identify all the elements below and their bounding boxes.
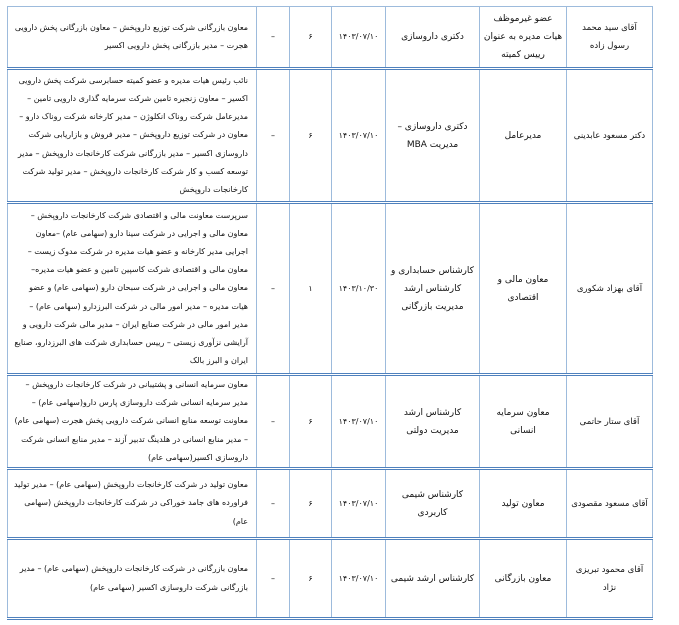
member-position: معاون مالی و اقتصادی bbox=[480, 203, 567, 375]
appointment-date: ۱۴۰۳/۰۷/۱۰ bbox=[332, 539, 386, 619]
member-name: آقای سید محمد رسول زاده bbox=[567, 7, 653, 69]
member-experience: معاون بازرگانی در شرکت کارخانجات داروپخش (سهامی عام) – مدیر بازرگانی شرکت داروسازی اکسیر (سهامی عام) bbox=[8, 539, 257, 619]
table-row bbox=[8, 69, 653, 203]
count-value: ۶ bbox=[290, 539, 332, 619]
member-experience: معاون بازرگانی شرکت توزیع داروپخش – معاون بازرگانی پخش دارویی هجرت – مدیر بازرگانی پخش دارویی اکسیر bbox=[8, 7, 257, 69]
count-value: ۶ bbox=[290, 7, 332, 69]
member-education: دکتری داروسازی – مدیریت MBA bbox=[386, 69, 480, 203]
member-position: معاون تولید bbox=[480, 469, 567, 539]
member-education: کارشناس حسابداری و کارشناس ارشد مدیریت بازرگانی bbox=[386, 203, 480, 375]
member-name: آقای مسعود مقصودی bbox=[567, 469, 653, 539]
appointment-date: ۱۴۰۳/۰۷/۱۰ bbox=[332, 375, 386, 469]
table-row bbox=[8, 203, 653, 375]
member-education: دکتری داروسازی bbox=[386, 7, 480, 69]
member-education: کارشناس ارشد شیمی bbox=[386, 539, 480, 619]
member-education: کارشناس شیمی کاربردی bbox=[386, 469, 480, 539]
member-position: عضو غیرموظف هیات مدیره به عنوان رییس کمیته bbox=[480, 7, 567, 69]
member-experience: سرپرست معاونت مالی و اقتصادی شرکت کارخانجات داروپخش – معاون مالی و اجرایی در شرکت سینا دارو (سهامی عام) –معاون اجرایی مدیر کارخانه و عضو هیات مدیره در شرکت مدوک زیست – معاون مالی و اقتصادی شرکت کاسپین تامین و عضو هیات مدیره– معاون مالی و اجرایی در شرکت سبحان دارو (سهامی عام) و عضو هیات مدیره – مدیر امور مالی در شرکت البرزدارو (سهامی عام) – مدیر امور مالی در شرکت صنایع ایران – مدیر مالی شرکت دارویی و آرایشی نزآوری زیستی – رییس حسابداری شرکت های البرزدارو، صنایع ایران و البرز بالک bbox=[8, 203, 257, 375]
count-value: ۶ bbox=[290, 375, 332, 469]
member-experience: معاون تولید در شرکت کارخانجات داروپخش (سهامی عام) – مدیر تولید فراورده های جامد خوراکی در شرکت کارخانجات داروپخش (سهامی عام) bbox=[8, 469, 257, 539]
table-row bbox=[8, 539, 653, 619]
appointment-date: ۱۴۰۳/۰۷/۱۰ bbox=[332, 7, 386, 69]
member-position: معاون بازرگانی bbox=[480, 539, 567, 619]
member-experience: معاون سرمایه انسانی و پشتیبانی در شرکت کارخانجات داروپخش – مدیر سرمایه انسانی شرکت داروسازی پارس دارو(سهامی عام) – معاونت توسعه منابع انسانی شرکت دارویی پخش هجرت (سهامی عام) – مدیر منابع انسانی در هلدینگ تدبیر آزند – مدیر منابع انسانی شرکت داروسازی اکسیر(سهامی عام) bbox=[8, 375, 257, 469]
dash-value: – bbox=[257, 7, 290, 69]
member-name: آقای ستار حاتمی bbox=[567, 375, 653, 469]
table-row bbox=[8, 375, 653, 469]
count-value: ۶ bbox=[290, 469, 332, 539]
dash-value: – bbox=[257, 469, 290, 539]
member-name: دکتر مسعود عابدینی bbox=[567, 69, 653, 203]
dash-value: – bbox=[257, 375, 290, 469]
count-value: ۱ bbox=[290, 203, 332, 375]
dash-value: – bbox=[257, 203, 290, 375]
member-position: مدیرعامل bbox=[480, 69, 567, 203]
table-row bbox=[8, 469, 653, 539]
member-experience: نائب رئیس هیات مدیره و عضو کمیته حسابرسی شرکت پخش دارویی اکسیر – معاون زنجیره تامین شرکت سرمایه گذاری دارویی تامین – مدیرعامل شرکت روناک انکلوژن – مدیر کارخانه شرکت روناک دارو – معاون در شرکت توزیع داروپخش – مدیر فروش و بازاریابی شرکت داروسازی اکسیر – مدیر بازرگانی شرکت کارخانجات داروپخش – مدیر توسعه کسب و کار شرکت کارخانجات داروپخش – مدیر تولید شرکت کارخانجات داروپخش bbox=[8, 69, 257, 203]
member-name: آقای محمود تبریزی نژاد bbox=[567, 539, 653, 619]
dash-value: – bbox=[257, 539, 290, 619]
appointment-date: ۱۴۰۳/۰۷/۱۰ bbox=[332, 69, 386, 203]
appointment-date: ۱۴۰۳/۱۰/۳۰ bbox=[332, 203, 386, 375]
count-value: ۶ bbox=[290, 69, 332, 203]
management-table bbox=[7, 6, 653, 620]
table-row bbox=[8, 7, 653, 69]
dash-value: – bbox=[257, 69, 290, 203]
appointment-date: ۱۴۰۳/۰۷/۱۰ bbox=[332, 469, 386, 539]
member-position: معاون سرمایه انسانی bbox=[480, 375, 567, 469]
management-table-page bbox=[7, 6, 652, 620]
member-education: کارشناس ارشد مدیریت دولتی bbox=[386, 375, 480, 469]
member-name: آقای بهزاد شکوری bbox=[567, 203, 653, 375]
